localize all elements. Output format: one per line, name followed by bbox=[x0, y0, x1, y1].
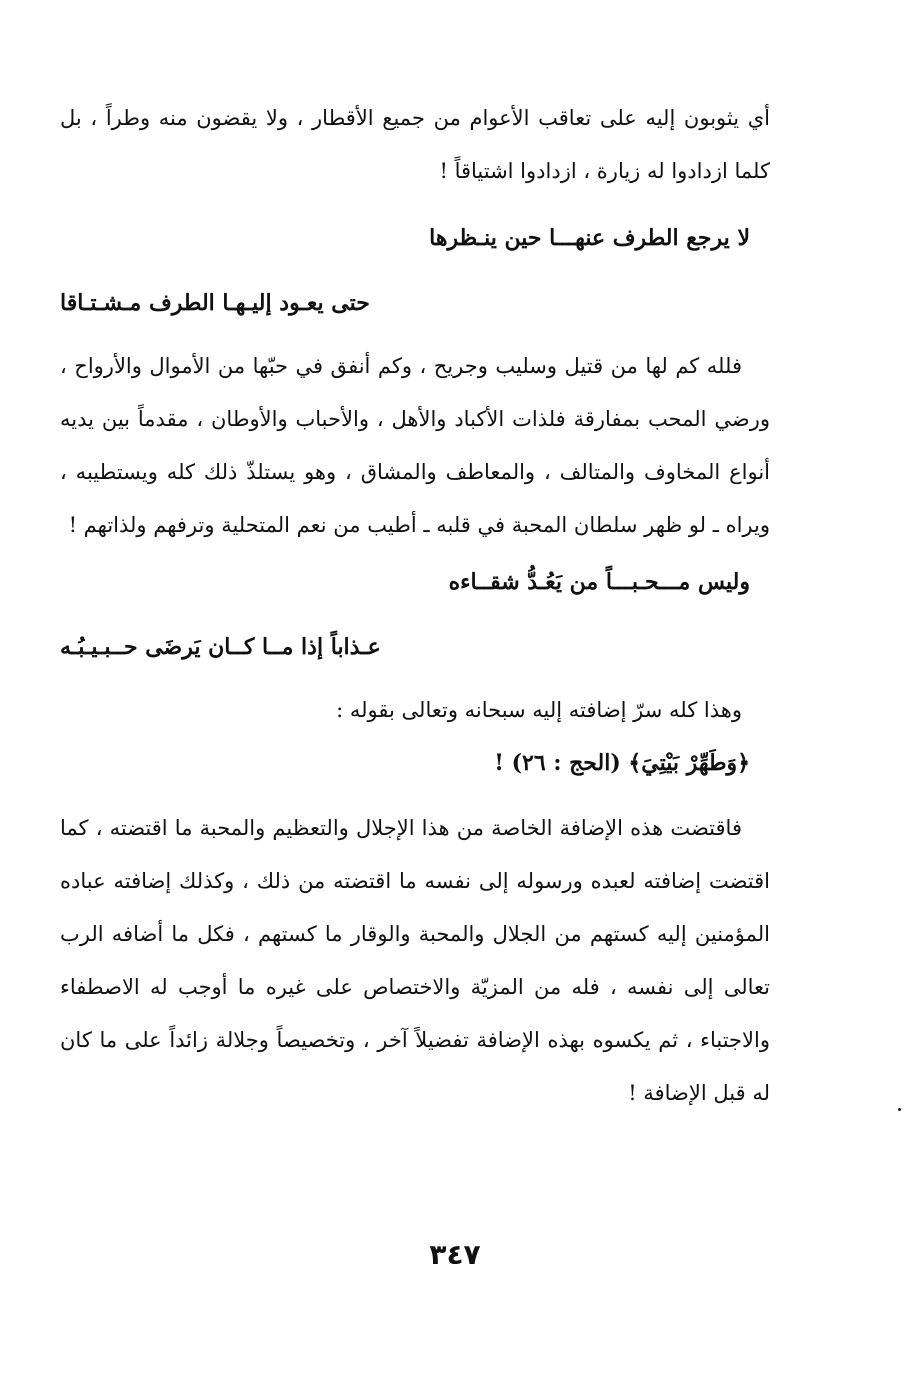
poem-verse-3: وليس مـــحـبـــاً من يَعُـدُّ شقــاءه bbox=[448, 569, 750, 595]
poem-verse-2: حتى يعـود إليـهـا الطرف مـشـتـاقا bbox=[60, 290, 370, 316]
quran-verse-text: ﴿وَطَهِّرْ بَيْتِيَ﴾ bbox=[628, 750, 750, 776]
poem-verse-1: لا يرجع الطرف عنهـــا حين ينـظرها bbox=[429, 225, 750, 251]
poem-verse-4: عـذاباً إذا مــا كــان يَرضَى حــبـيـبُـه bbox=[60, 634, 381, 660]
page-number: ٣٤٧ bbox=[429, 1238, 481, 1271]
paragraph-4: فاقتضت هذه الإضافة الخاصة من هذا الإجلال والتعظيم والمحبة ما اقتضته ، كما اقتضت إضافته لعبده ورسوله إلى نفسه ما اقتضته من ذلك ، وكذلك إضافته عباده المؤمنين إليه كستهم من الجلال والمحبة والوقار ما كستهم ، فكل ما أضافه الرب تعالى إلى نفسه ، فله من المزيّة والاختصاص على غيره ما أوجب له الاصطفاء والاجتباء ، ثم يكسوه بهذه الإضافة تفضيلاً آخر ، وتخصيصاً وجلالة زائداً على ما كان له قبل الإضافة ! bbox=[60, 816, 770, 1105]
paragraph-3: وهذا كله سرّ إضافته إليه سبحانه وتعالى بقوله : bbox=[336, 698, 742, 722]
quran-reference: (الحج : ٢٦) ! bbox=[494, 750, 621, 776]
quran-quote bbox=[60, 737, 770, 790]
paragraph-2: فلله كم لها من قتيل وسليب وجريح ، وكم أنفق في حبّها من الأموال والأرواح ، ورضي المحب بمفارقة فلذات الأكباد والأهل ، والأحباب والأوطان ، مقدماً بين يديه أنواع المخاوف والمتالف ، والمعاطف والمشاق ، وهو يستلذّ ذلك كله ويستطيبه ، ويراه ـ لو ظهر سلطان المحبة في قلبه ـ أطيب من نعم المتحلية وترفهم ولذاتهم ! bbox=[60, 354, 770, 537]
paragraph-1: أي يثوبون إليه على تعاقب الأعوام من جميع الأقطار ، ولا يقضون منه وطراً ، بل كلما ازدادوا له زيارة ، ازدادوا اشتياقاً ! bbox=[60, 106, 770, 183]
margin-mark bbox=[898, 1108, 901, 1111]
page-body bbox=[60, 92, 770, 1120]
